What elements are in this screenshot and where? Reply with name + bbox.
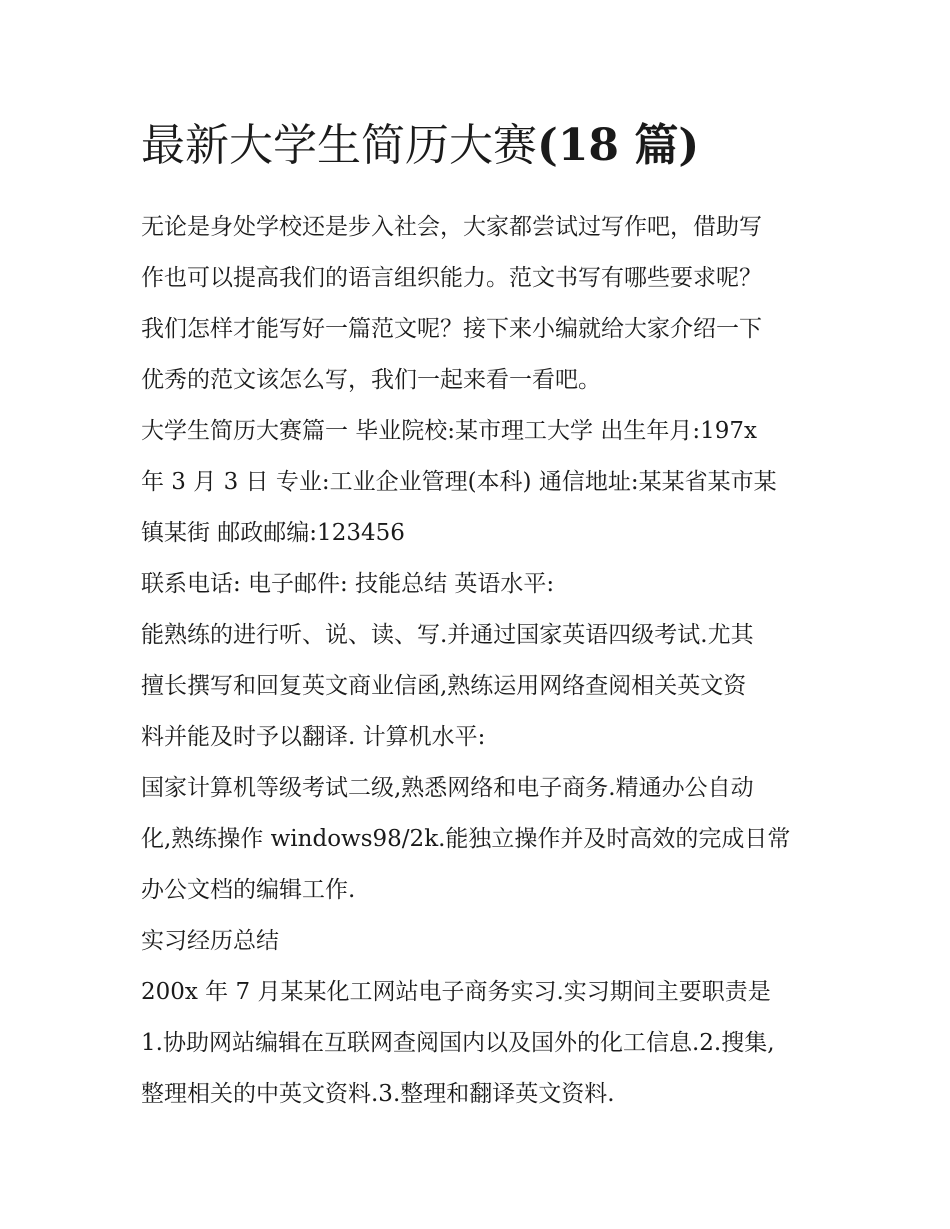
text-line: 擅长撰写和回复英文商业信函,熟练运用网络查阅相关英文资 <box>141 673 747 699</box>
title-main: 最新大学生简历大赛 <box>141 120 537 171</box>
text-line: 国家计算机等级考试二级,熟悉网络和电子商务.精通办公自动 <box>141 775 754 801</box>
text-line: 整理相关的中英文资料.3.整理和翻译英文资料. <box>141 1081 615 1107</box>
document-body <box>141 112 813 1120</box>
text-line: 优秀的范文该怎么写，我们一起来看一看吧。 <box>141 367 601 393</box>
text-line: 镇某街 邮政邮编:123456 <box>141 520 405 546</box>
text-line: 作也可以提高我们的语言组织能力。范文书写有哪些要求呢？ <box>141 265 762 291</box>
text-line: 年 3 月 3 日 专业:工业企业管理(本科) 通信地址:某某省某市某 <box>141 469 777 495</box>
text-line: 料并能及时予以翻译. 计算机水平: <box>141 724 486 750</box>
text-line: 1.协助网站编辑在互联网查阅国内以及国外的化工信息.2.搜集, <box>141 1030 775 1056</box>
text-line: 能熟练的进行听、说、读、写.并通过国家英语四级考试.尤其 <box>141 622 754 648</box>
text-line: 化,熟练操作 windows98/2k.能独立操作并及时高效的完成日常 <box>141 826 791 852</box>
text-line: 办公文档的编辑工作. <box>141 877 356 903</box>
text-line: 实习经历总结 <box>141 928 279 954</box>
page-title <box>141 112 813 180</box>
text-line: 联系电话: 电子邮件: 技能总结 英语水平: <box>141 571 555 597</box>
text-line: 200x 年 7 月某某化工网站电子商务实习.实习期间主要职责是 <box>141 979 771 1005</box>
text-line: 我们怎样才能写好一篇范文呢？接下来小编就给大家介绍一下 <box>141 316 762 342</box>
text-line: 无论是身处学校还是步入社会，大家都尝试过写作吧，借助写 <box>141 214 762 240</box>
text-line: 大学生简历大赛篇一 毕业院校:某市理工大学 出生年月:197x <box>141 418 757 444</box>
title-suffix: (18 篇) <box>537 120 700 171</box>
